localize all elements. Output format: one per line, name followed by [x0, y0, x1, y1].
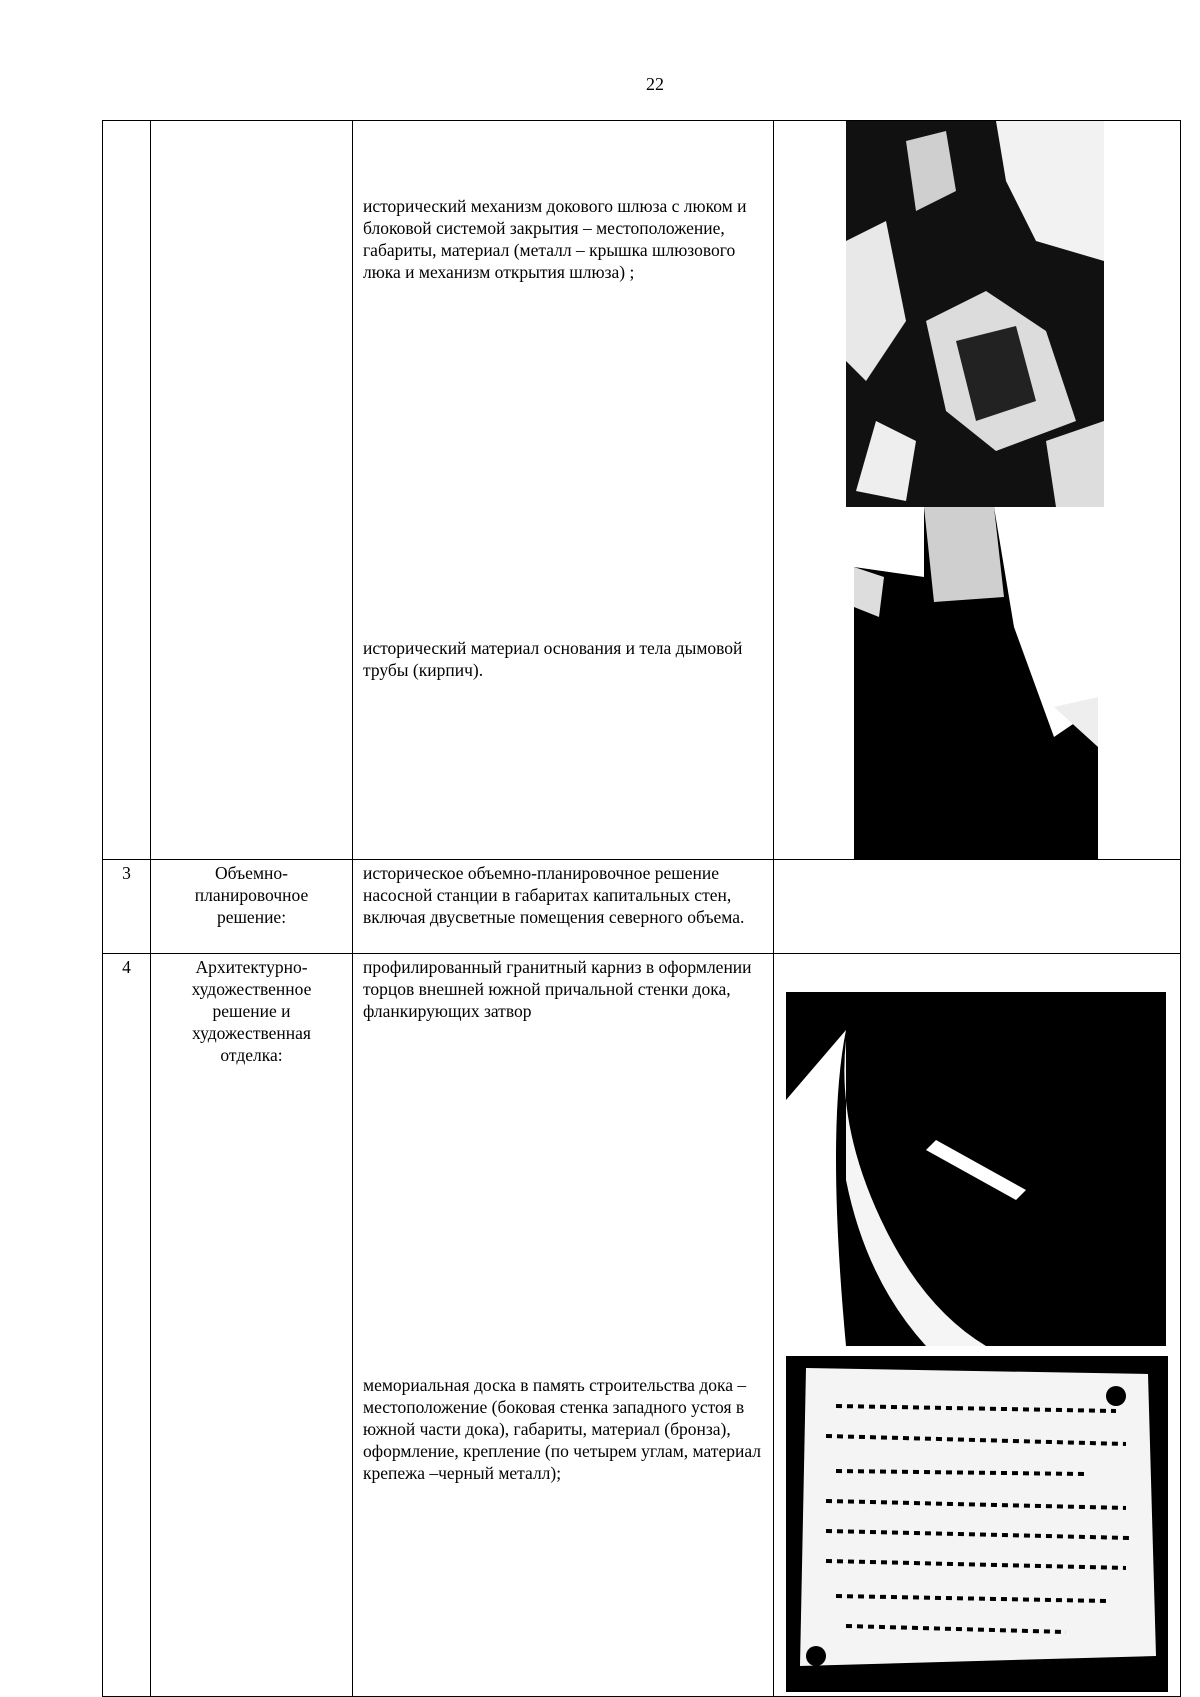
description-text: историческое объемно-планировочное решение насосной станции в габаритах капитальных стен, включая двусветные помещения северного объема. [363, 863, 745, 927]
photo-sluice-mechanism [846, 121, 1104, 507]
table-row [103, 860, 1181, 954]
row-label-cell: Объемно-планировочное решение: [151, 860, 353, 954]
description-text: исторический материал основания и тела дымовой трубы (кирпич). [363, 638, 743, 680]
photo-memorial-plaque [786, 1356, 1168, 1692]
protected-items-table [102, 120, 1181, 1697]
page-number: 22 [646, 74, 664, 94]
photo-cell [774, 860, 1181, 954]
row-number-cell: 3 [103, 860, 151, 954]
photo-chimney [854, 507, 1098, 859]
description-text: профилированный гранитный карниз в оформлении торцов внешней южной причальной стенки дока, фланкирующих затвор [363, 957, 752, 1021]
photo-cell [774, 954, 1181, 1697]
photo-cell [774, 121, 1181, 860]
table-row [103, 954, 1181, 1697]
description-text: исторический механизм докового шлюза с люком и блоковой системой закрытия – местоположение, габариты, материал (металл – крышка шлюзового люка и механизм открытия шлюза) ; [363, 196, 747, 282]
description-cell [353, 121, 774, 860]
description-text: мемориальная доска в память строительства дока – местоположение (боковая стенка западного устоя в южной части дока), габариты, материал (бронза), оформление, крепление (по четырем углам, материал крепежа –черный металл); [363, 1375, 761, 1483]
row-label-cell: Архитектурно-художественное решение и художественная отделка: [151, 954, 353, 1697]
row-number-cell: 4 [103, 954, 151, 1697]
description-cell [353, 860, 774, 954]
row-label-cell [151, 121, 353, 860]
table-row [103, 121, 1181, 860]
row-number-cell [103, 121, 151, 860]
photo-granite-cornice [786, 980, 1166, 1346]
description-cell [353, 954, 774, 1697]
